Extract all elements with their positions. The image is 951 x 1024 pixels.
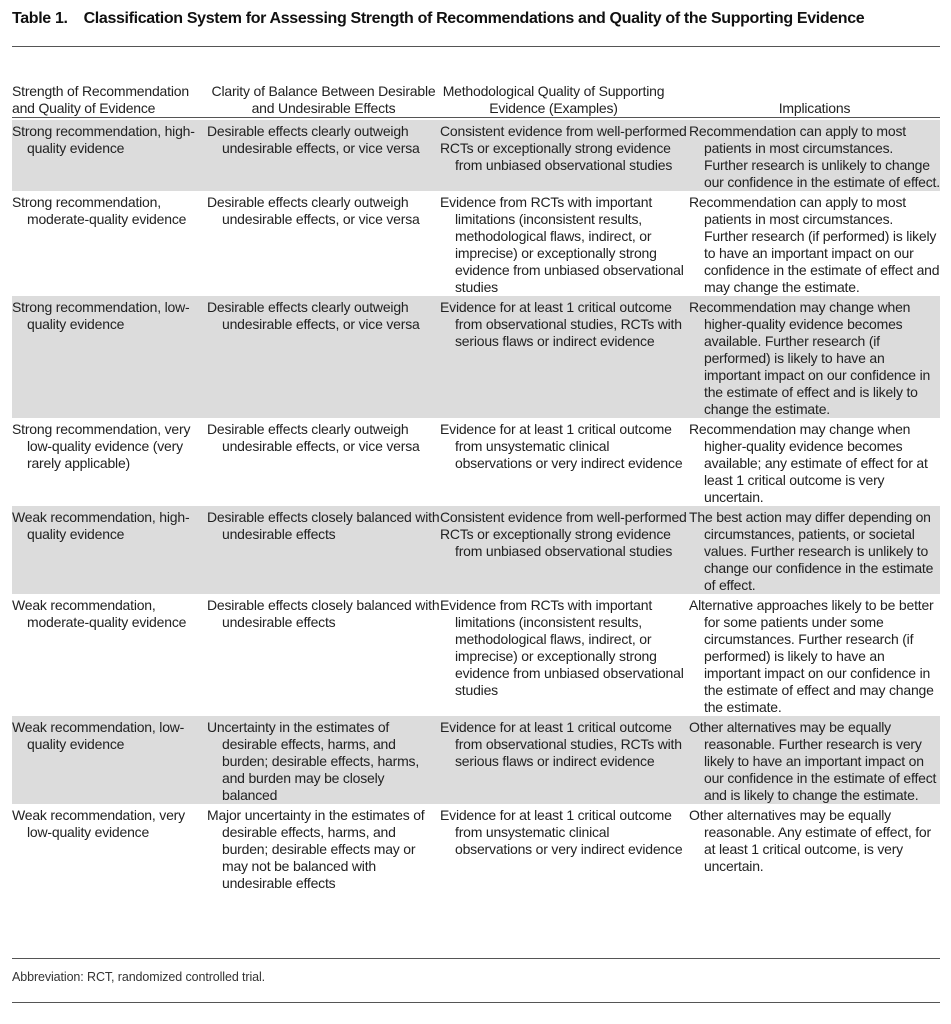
column-header-balance: Clarity of Balance Between Desirable and Undesirable Effects xyxy=(211,83,436,116)
end-rule xyxy=(12,1002,940,1003)
classification-table xyxy=(12,55,940,892)
implications-cell xyxy=(689,191,940,296)
table-row xyxy=(12,120,940,191)
quality-text: Evidence for at least 1 critical outcome from unsystematic clinical observations or very indirect evidence xyxy=(440,807,683,857)
strength-cell-text: Weak recommendation, moderate-quality evidence xyxy=(12,597,187,630)
table-row xyxy=(12,191,940,296)
column-header-methodological-quality: Methodological Quality of Supporting Evidence (Examples) xyxy=(442,83,665,116)
quality-cell xyxy=(440,716,689,804)
implications-cell xyxy=(689,594,940,716)
table-title xyxy=(12,10,942,28)
balance-cell xyxy=(207,296,440,418)
quality-text: RCTs or exceptionally strong evidence from unbiased observational studies xyxy=(440,526,673,559)
strength-cell xyxy=(12,804,207,892)
footnote: Abbreviation: RCT, randomized controlled trial. xyxy=(12,970,266,984)
balance-cell-text: Desirable effects closely balanced with undesirable effects xyxy=(207,597,440,630)
implications-cell-text: The best action may differ depending on circumstances, patients, or societal values. Further research is unlikely to change our confidence in the estimate of effect. xyxy=(689,509,934,593)
table-caption: Classification System for Assessing Strength of Recommendations and Quality of the Supporting Evidence xyxy=(83,10,865,27)
implications-cell xyxy=(689,418,940,506)
quality-text: Evidence for at least 1 critical outcome from observational studies, RCTs with serious flaws or indirect evidence xyxy=(440,719,682,769)
quality-cell xyxy=(440,506,689,594)
top-rule xyxy=(12,46,940,47)
header-row xyxy=(12,55,940,120)
implications-cell-text: Recommendation may change when higher-quality evidence becomes available. Further research (if performed) is likely to have an important impact on our confidence in the estimate of effect and is likely to change the estimate. xyxy=(689,299,931,417)
balance-cell xyxy=(207,804,440,892)
quality-cell xyxy=(440,804,689,892)
implications-cell-text: Recommendation may change when higher-quality evidence becomes available; any estimate of effect for at least 1 critical outcome is very uncertain. xyxy=(689,421,928,505)
balance-cell-text: Desirable effects clearly outweigh undesirable effects, or vice versa xyxy=(207,421,420,454)
balance-cell-text: Desirable effects clearly outweigh undesirable effects, or vice versa xyxy=(207,123,420,156)
strength-cell xyxy=(12,120,207,191)
balance-cell xyxy=(207,191,440,296)
quality-cell xyxy=(440,594,689,716)
strength-cell xyxy=(12,716,207,804)
balance-cell xyxy=(207,716,440,804)
table-row xyxy=(12,716,940,804)
balance-cell-text: Uncertainty in the estimates of desirable effects, harms, and burden; desirable effects, harms, and burden may be closely balanced xyxy=(207,719,420,803)
table-number: Table 1. xyxy=(12,10,68,27)
bottom-rule xyxy=(12,958,940,959)
implications-cell xyxy=(689,716,940,804)
implications-cell-text: Recommendation can apply to most patients in most circumstances. Further research (if performed) is likely to have an important impact on our confidence in the estimate of effect and may change the estimate. xyxy=(689,194,940,295)
quality-cell xyxy=(440,418,689,506)
strength-cell xyxy=(12,506,207,594)
table-row xyxy=(12,296,940,418)
implications-cell xyxy=(689,506,940,594)
balance-cell xyxy=(207,506,440,594)
implications-cell-text: Alternative approaches likely to be better for some patients under some circumstances. Further research (if performed) is likely to have an important impact on our confidence in the estimate of effect and may change the estimate. xyxy=(689,597,934,715)
balance-cell-text: Major uncertainty in the estimates of desirable effects, harms, and burden; desirable effects may or may not be balanced with undesirable effects xyxy=(207,807,425,891)
strength-cell xyxy=(12,594,207,716)
quality-text: RCTs or exceptionally strong evidence from unbiased observational studies xyxy=(440,140,673,173)
implications-cell xyxy=(689,804,940,892)
strength-cell xyxy=(12,296,207,418)
implications-cell xyxy=(689,120,940,191)
implications-cell-text: Recommendation can apply to most patients in most circumstances. Further research is unlikely to change our confidence in the estimate of effect. xyxy=(689,123,940,190)
strength-cell-text: Weak recommendation, high-quality evidence xyxy=(12,509,190,542)
balance-cell-text: Desirable effects clearly outweigh undesirable effects, or vice versa xyxy=(207,194,420,227)
strength-cell-text: Weak recommendation, very low-quality evidence xyxy=(12,807,185,840)
quality-text: Consistent evidence from well-performed xyxy=(440,123,687,139)
table-row xyxy=(12,418,940,506)
table-row xyxy=(12,594,940,716)
implications-cell-text: Other alternatives may be equally reasonable. Further research is very likely to have an important impact on our confidence in the estimate of effect and is likely to change the estimate. xyxy=(689,719,937,803)
balance-cell xyxy=(207,120,440,191)
quality-text: Evidence for at least 1 critical outcome from unsystematic clinical observations or very indirect evidence xyxy=(440,421,683,471)
implications-cell-text: Other alternatives may be equally reasonable. Any estimate of effect, for at least 1 critical outcome, is very uncertain. xyxy=(689,807,931,874)
strength-cell-text: Strong recommendation, very low-quality evidence (very rarely applicable) xyxy=(12,421,191,471)
column-header-strength: Strength of Recommendation and Quality of Evidence xyxy=(12,83,189,116)
implications-cell xyxy=(689,296,940,418)
quality-text: Consistent evidence from well-performed xyxy=(440,509,687,525)
quality-text: Evidence for at least 1 critical outcome from observational studies, RCTs with serious flaws or indirect evidence xyxy=(440,299,682,349)
balance-cell-text: Desirable effects closely balanced with undesirable effects xyxy=(207,509,440,542)
balance-cell xyxy=(207,418,440,506)
balance-cell xyxy=(207,594,440,716)
quality-cell xyxy=(440,296,689,418)
table-row xyxy=(12,804,940,892)
quality-text: Evidence from RCTs with important limitations (inconsistent results, methodological flaws, indirect, or imprecise) or exceptionally strong evidence from unbiased observational studies xyxy=(440,194,684,295)
table-row xyxy=(12,506,940,594)
column-header-implications: Implications xyxy=(778,100,851,116)
table-body xyxy=(12,120,940,892)
strength-cell-text: Strong recommendation, moderate-quality evidence xyxy=(12,194,187,227)
strength-cell-text: Weak recommendation, low-quality evidence xyxy=(12,719,185,752)
balance-cell-text: Desirable effects clearly outweigh undesirable effects, or vice versa xyxy=(207,299,420,332)
strength-cell-text: Strong recommendation, low-quality evidence xyxy=(12,299,190,332)
strength-cell xyxy=(12,418,207,506)
strength-cell-text: Strong recommendation, high-quality evidence xyxy=(12,123,195,156)
quality-text: Evidence from RCTs with important limitations (inconsistent results, methodological flaws, indirect, or imprecise) or exceptionally strong evidence from unbiased observational studies xyxy=(440,597,684,698)
quality-cell xyxy=(440,191,689,296)
quality-cell xyxy=(440,120,689,191)
strength-cell xyxy=(12,191,207,296)
